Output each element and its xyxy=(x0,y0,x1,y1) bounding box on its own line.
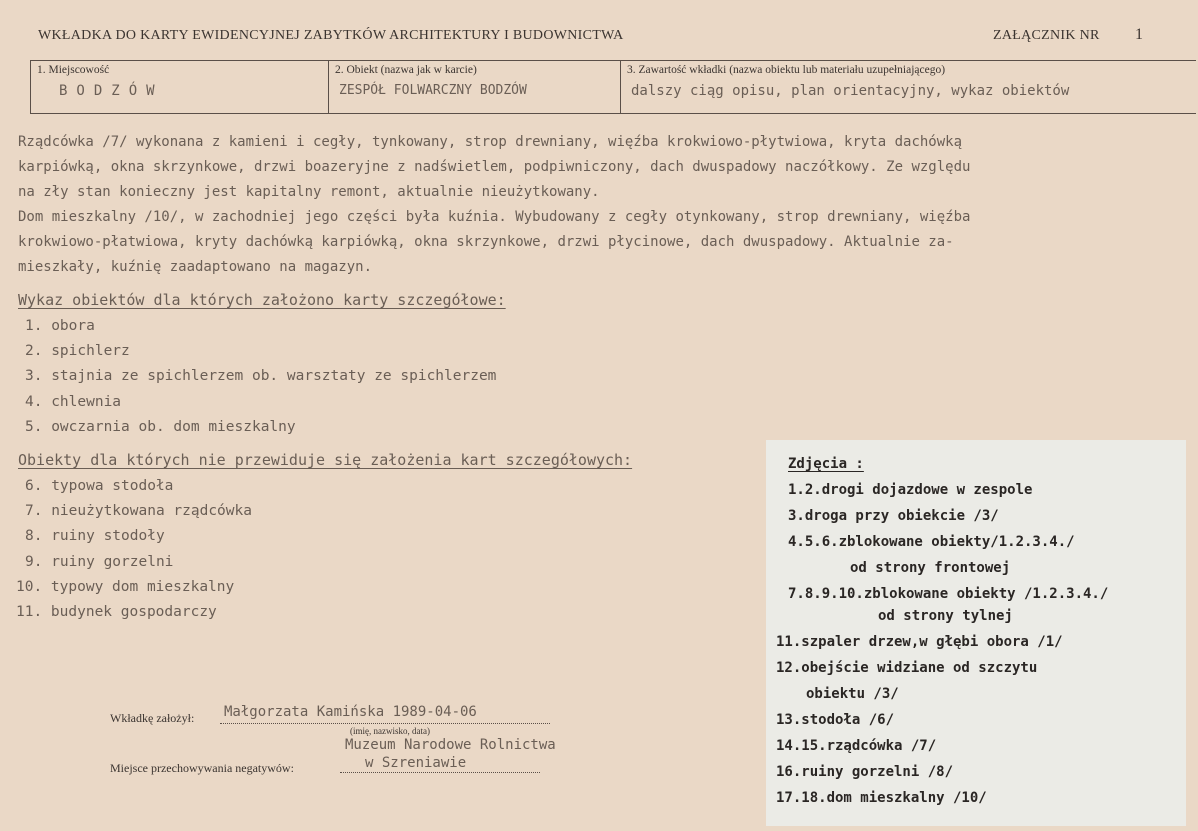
photo-line: 3.droga przy obiekcie /3/ xyxy=(788,508,999,524)
author-label: Wkładkę założył: xyxy=(110,711,195,725)
photo-line: od strony frontowej xyxy=(850,560,1011,576)
photo-list-slip xyxy=(766,440,1186,826)
description-text xyxy=(18,130,1188,280)
author-value: Małgorzata Kamińska 1989-04-06 xyxy=(224,704,477,720)
description-line: mieszkały, kuźnię zaadaptowano na magazyn. xyxy=(18,259,373,275)
no-card-list-heading: Obiekty dla których nie przewiduje się założenia kart szczegółowych: xyxy=(18,451,633,469)
photo-line: 4.5.6.zblokowane obiekty/1.2.3.4./ xyxy=(788,534,1075,550)
storage-line-2: w Szreniawie xyxy=(365,755,467,771)
content-label: 3. Zawartość wkładki (nazwa obiektu lub materiału uzupełniającego) xyxy=(627,64,946,76)
photo-line: obiektu /3/ xyxy=(806,686,899,702)
detailed-list xyxy=(25,314,496,440)
photo-line: 13.stodoła /6/ xyxy=(776,712,895,728)
list-item: 1. obora xyxy=(25,318,95,334)
description-line: Rządcówka /7/ wykonana z kamieni i cegły, tynkowany, strop drewniany, więźba krokwiowo-płytwiowa, kryta dachówką xyxy=(18,134,963,150)
list-item: 8. ruiny stodoły xyxy=(25,528,165,545)
place-field xyxy=(30,60,329,114)
description-line: Dom mieszkalny /10/, w zachodniej jego części była kuźnia. Wybudowany z cegły otynkowany, strop drewniany, więźba xyxy=(18,209,971,225)
photo-line: 16.ruiny gorzelni /8/ xyxy=(776,764,954,780)
photo-line: od strony tylnej xyxy=(878,608,1013,624)
card-title: WKŁADKA DO KARTY EWIDENCYJNEJ ZABYTKÓW ARCHITEKTURY I BUDOWNICTWA xyxy=(38,28,624,43)
photo-line: 11.szpaler drzew,w głębi obora /1/ xyxy=(776,634,1063,650)
author-line xyxy=(220,723,550,724)
object-value: ZESPÓŁ FOLWARCZNY BODZÓW xyxy=(339,83,527,98)
list-item: 4. chlewnia xyxy=(25,393,122,410)
place-label: 1. Miejscowość xyxy=(37,64,110,76)
list-item: 11. budynek gospodarczy xyxy=(16,604,217,621)
description-line: na zły stan konieczny jest kapitalny remont, aktualnie nieużytkowany. xyxy=(18,184,600,200)
photo-heading: Zdjęcia : xyxy=(788,456,864,472)
storage-label: Miejsce przechowywania negatywów: xyxy=(110,761,294,775)
photo-line: 12.obejście widziane od szczytu xyxy=(776,660,1038,676)
author-hint: (imię, nazwisko, data) xyxy=(350,726,430,736)
list-item: 5. owczarnia ob. dom mieszkalny xyxy=(25,418,296,435)
description-line: krokwiowo-płatwiowa, kryty dachówką karpiówką, okna skrzynkowe, drzwi płycinowe, dach dwuspadowy. Aktualnie za- xyxy=(18,234,954,250)
list-item: 6. typowa stodoła xyxy=(25,478,174,494)
description-line: karpiówką, okna skrzynkowe, drzwi boazeryjne z nadświetlem, podpiwniczony, dach dwuspadowy naczółkowy. Ze względu xyxy=(18,159,971,175)
content-value: dalszy ciąg opisu, plan orientacyjny, wykaz obiektów xyxy=(631,83,1070,99)
content-field xyxy=(620,60,1196,114)
list-item: 3. stajnia ze spichlerzem ob. warsztaty ze spichlerzem xyxy=(25,368,497,385)
list-item: 10. typowy dom mieszkalny xyxy=(16,578,235,595)
object-label: 2. Obiekt (nazwa jak w karcie) xyxy=(335,64,477,76)
storage-line xyxy=(340,772,540,773)
list-item: 2. spichlerz xyxy=(25,343,130,360)
list-item: 7. nieużytkowana rządcówka xyxy=(25,503,252,520)
attachment-label: ZAŁĄCZNIK NR xyxy=(993,28,1100,43)
storage-line-1: Muzeum Narodowe Rolnictwa xyxy=(345,737,556,753)
photo-line: 14.15.rządcówka /7/ xyxy=(776,738,937,754)
no-card-list xyxy=(16,474,252,625)
object-field xyxy=(328,60,621,114)
photo-line: 7.8.9.10.zblokowane obiekty /1.2.3.4./ xyxy=(788,586,1109,602)
attachment-number: 1 xyxy=(1135,26,1144,43)
place-value: BODZÓW xyxy=(59,83,164,99)
list-item: 9. ruiny gorzelni xyxy=(25,553,174,570)
detailed-list-heading: Wykaz obiektów dla których założono karty szczegółowe: xyxy=(18,291,506,309)
photo-line: 17.18.dom mieszkalny /10/ xyxy=(776,790,987,806)
photo-line: 1.2.drogi dojazdowe w zespole xyxy=(788,482,1033,498)
